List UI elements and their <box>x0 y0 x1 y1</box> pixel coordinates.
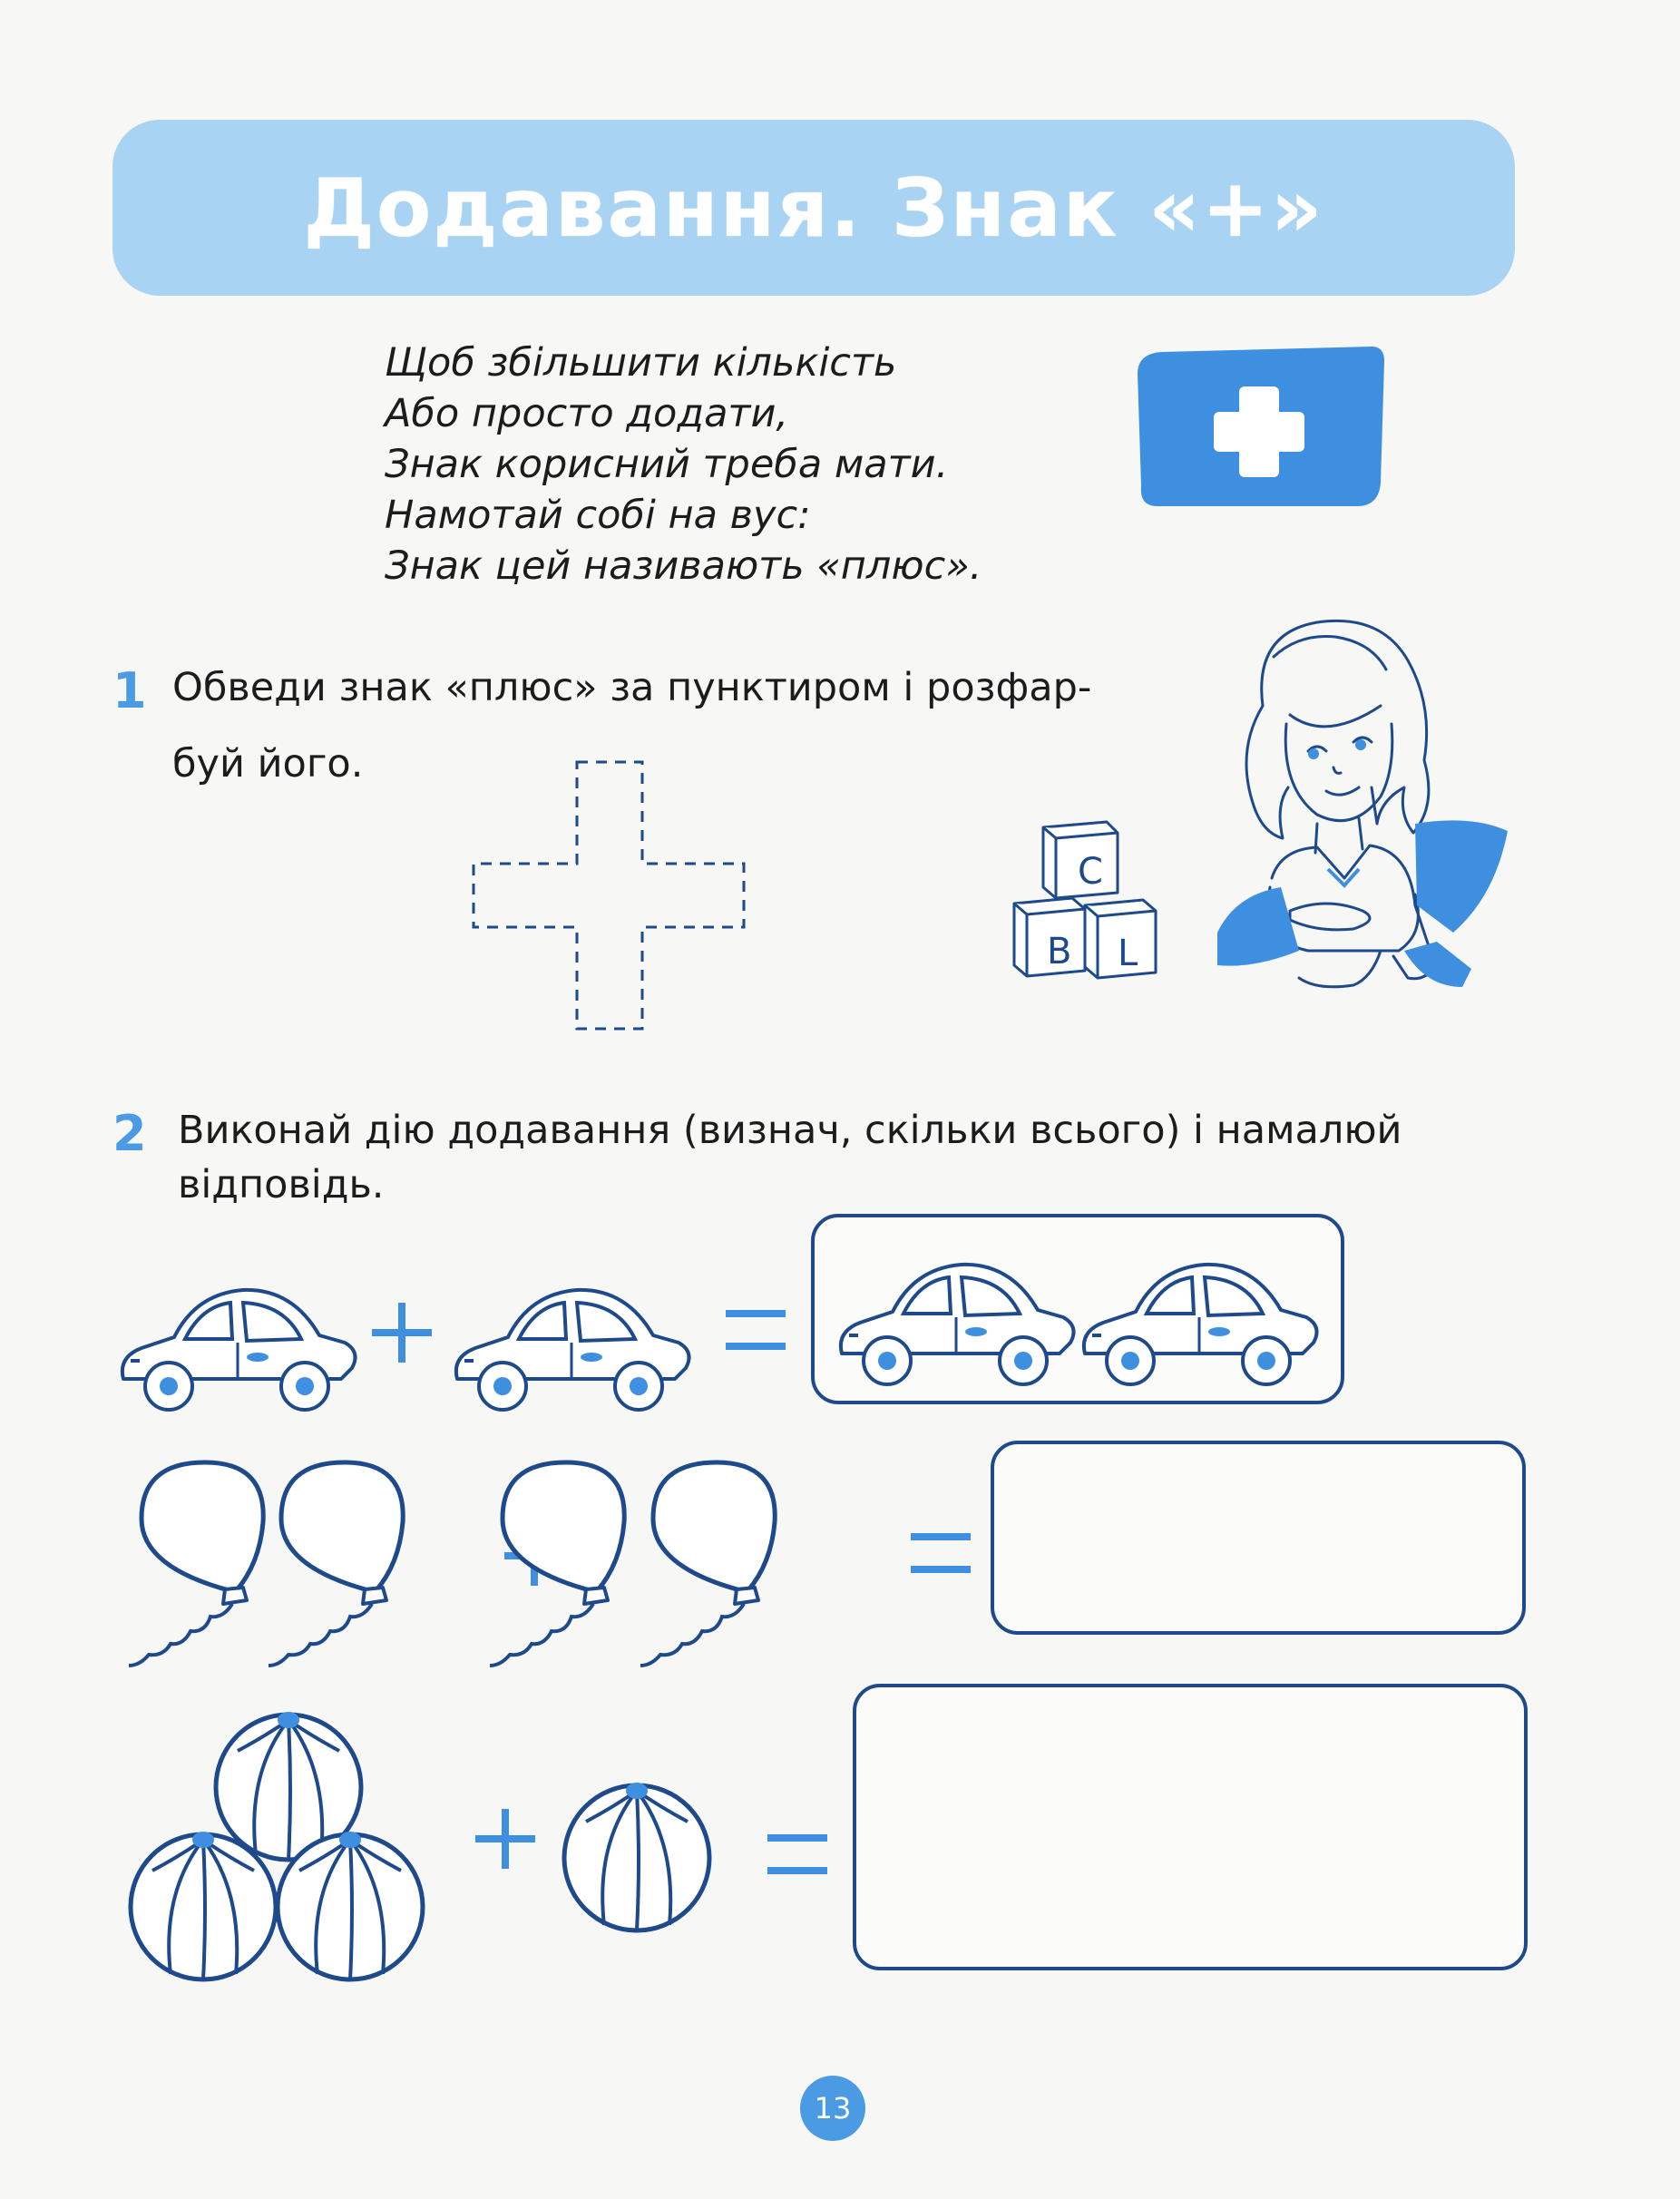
page-title: Додавання. Знак «+» <box>303 161 1324 255</box>
toy-blocks-illustration <box>1007 816 1188 980</box>
task-2-line: Виконай дію додавання (визнач, скільки всього) і намалюй <box>178 1108 1402 1153</box>
poem-line: Щоб збільшити кількість <box>385 340 897 386</box>
task-1-number: 1 <box>112 662 147 719</box>
car-right <box>448 1270 693 1415</box>
answer-car <box>1076 1245 1321 1390</box>
equals-sign <box>911 1533 971 1578</box>
title-banner <box>112 120 1515 296</box>
balloon <box>635 1455 789 1673</box>
poem-line: Намотай собі на вус: <box>385 493 811 538</box>
task-2-number: 2 <box>112 1105 147 1162</box>
task-2-text <box>178 1101 1538 1214</box>
ball <box>125 1829 281 1985</box>
task-1-line: буй його. <box>172 741 364 787</box>
answer-car <box>833 1245 1078 1390</box>
balloon <box>484 1455 639 1673</box>
balloon <box>263 1455 417 1673</box>
equals-sign <box>767 1834 827 1880</box>
page-number: 13 <box>800 2076 865 2141</box>
block-letter: C <box>1078 851 1103 893</box>
ball <box>559 1780 715 1936</box>
balloon <box>123 1455 278 1673</box>
block-letter: L <box>1118 933 1138 974</box>
answer-box-2[interactable] <box>991 1441 1526 1635</box>
plus-sign <box>475 1809 535 1869</box>
plus-sign <box>372 1303 432 1363</box>
block-letter: B <box>1047 931 1072 972</box>
car-left <box>114 1270 359 1415</box>
poem-line: Або просто додати, <box>385 391 789 436</box>
poem-line: Знак корисний треба мати. <box>385 442 949 487</box>
answer-box-3[interactable] <box>853 1684 1528 1970</box>
ball <box>272 1829 428 1985</box>
dashed-plus-tracing <box>472 760 747 1032</box>
plus-sign-card-icon <box>1134 347 1388 510</box>
task-1-line: Обведи знак «плюс» за пунктиром і розфар- <box>172 665 1092 710</box>
poem <box>385 337 982 591</box>
girl-illustration <box>1199 606 1517 1005</box>
poem-line: Знак цей називають «плюс». <box>385 543 982 589</box>
equals-sign <box>726 1310 786 1355</box>
task-2-line: відповідь. <box>178 1162 385 1207</box>
